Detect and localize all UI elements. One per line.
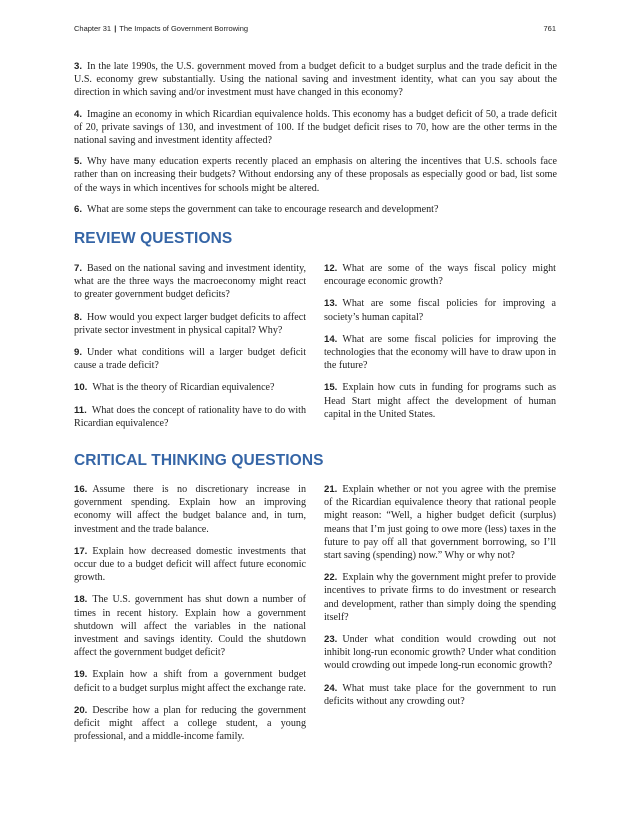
question-text: What are some steps the government can take to encourage research and development? — [87, 203, 439, 215]
question-number: 10. — [74, 382, 88, 394]
question-number: 8. — [74, 311, 83, 323]
running-header — [74, 24, 556, 38]
question-number: 5. — [74, 156, 83, 168]
question-text: How would you expect larger budget deficits to affect private sector investment in physical capital? Why? — [74, 311, 306, 336]
question-text: Under what conditions will a larger budget deficit cause a trade deficit? — [74, 347, 306, 372]
question-number: 18. — [74, 594, 88, 606]
header-separator: | — [114, 24, 117, 33]
question-number: 12. — [324, 263, 338, 274]
question-text: What are some fiscal policies for improving a society’s human capital? — [324, 298, 556, 323]
question-text: In the late 1990s, the U.S. government moved from a budget deficit to a budget surplus and the trade deficit in the U.S. economy grew substantially. Using the national saving and investment identity, what can you say about the direction in which saving and/or investment must have changed in this economy? — [74, 61, 557, 99]
question-item — [324, 571, 556, 624]
question-item — [74, 668, 306, 694]
question-number: 15. — [324, 382, 338, 394]
chapter-title: The Impacts of Government Borrowing — [119, 24, 249, 33]
critical-left-column — [74, 483, 306, 752]
question-text: Imagine an economy in which Ricardian equivalence holds. This economy has a budget deficit of 50, a trade deficit of 20, private savings of 130, and investment of 100. If the budget deficit rises to 70, how are the other terms in the national saving and investment identity affected? — [74, 108, 557, 147]
chapter-header — [74, 24, 248, 33]
question-item — [74, 60, 557, 100]
question-number: 16. — [74, 484, 88, 495]
question-text: Based on the national saving and investment identity, what are the three ways the macroeconomy might react to greater government budget deficits? — [74, 263, 306, 301]
critical-thinking-heading: CRITICAL THINKING QUESTIONS — [74, 452, 324, 469]
question-item — [74, 381, 306, 394]
question-text: Why have many education experts recently placed an emphasis on altering the incentives that U.S. schools face rather than on increasing their budgets? Without endorsing any of these proposals as especially good or bad, list some of the ways in which incentives for schools might be altered. — [74, 156, 557, 194]
question-text: What does the concept of rationality have to do with Ricardian equivalence? — [74, 404, 306, 429]
question-text: The U.S. government has shut down a number of times in recent history. Explain how a government shutdown will affect the variables in the national investment and savings identity. Could the shutdown affect the government budget deficit? — [74, 594, 306, 659]
question-number: 7. — [74, 263, 83, 274]
question-text: What is the theory of Ricardian equivalence? — [92, 382, 275, 394]
question-number: 22. — [324, 572, 338, 584]
question-item — [74, 203, 557, 216]
critical-right-column — [324, 483, 556, 717]
question-item — [74, 311, 306, 337]
question-text: Describe how a plan for reducing the government deficit might affect a college student, a young professional, and a middle-income family. — [74, 704, 306, 743]
chapter-label: Chapter 31 — [74, 24, 112, 33]
question-number: 17. — [74, 545, 88, 557]
question-item — [324, 381, 556, 421]
question-item — [74, 704, 306, 744]
review-questions-heading: REVIEW QUESTIONS — [74, 230, 233, 247]
question-item — [74, 404, 306, 430]
question-text: Explain why the government might prefer to provide incentives to private firms to do investment or research and development, rather than simply doing the spending itself? — [324, 572, 556, 623]
question-text: What are some fiscal policies for improving the technologies that the economy will have to draw upon in the future? — [324, 333, 556, 372]
question-number: 11. — [74, 404, 87, 416]
question-number: 19. — [74, 669, 88, 681]
question-text: Explain how decreased domestic investments that occur due to a budget deficit will affect future economic growth. — [74, 545, 306, 584]
question-item — [324, 483, 556, 562]
question-item — [324, 333, 556, 373]
question-number: 6. — [74, 203, 83, 215]
review-left-column — [74, 262, 306, 439]
question-item — [324, 633, 556, 673]
question-number: 9. — [74, 347, 83, 359]
question-text: Explain how a shift from a government budget deficit to a budget surplus might affect the exchange rate. — [74, 669, 306, 694]
question-item — [74, 483, 306, 536]
question-item — [74, 545, 306, 585]
question-number: 24. — [324, 682, 338, 694]
question-item — [74, 593, 306, 659]
question-number: 14. — [324, 333, 338, 345]
question-number: 20. — [74, 704, 88, 716]
question-number: 4. — [74, 108, 83, 120]
question-item — [324, 682, 556, 708]
question-number: 23. — [324, 634, 338, 646]
question-number: 21. — [324, 484, 338, 495]
question-item — [74, 108, 557, 148]
question-text: Explain how cuts in funding for programs such as Head Start might affect the development of human capital in the United States. — [324, 382, 556, 420]
question-text: Explain whether or not you agree with the premise of the Ricardian equivalence theory that rational people might reason: “Well, a higher budget deficit (surplus) means that I’m just going to owe more (less) taxes in the future to pay off all that government borrowing, so I’ll start saving (spending) now.” Why or why not? — [324, 484, 556, 562]
question-item — [74, 155, 557, 195]
question-text: Assume there is no discretionary increase in government spending. Explain how an improving economy will affect the budget balance and, in turn, investment and the trade balance. — [74, 484, 306, 535]
review-right-column — [324, 262, 556, 430]
continued-questions — [74, 60, 557, 224]
question-item — [74, 262, 306, 302]
question-number: 3. — [74, 61, 83, 72]
question-text: What are some of the ways fiscal policy might encourage economic growth? — [324, 263, 556, 288]
question-number: 13. — [324, 298, 338, 310]
question-item — [74, 346, 306, 372]
page-number: 761 — [543, 24, 556, 33]
question-item — [324, 262, 556, 288]
question-text: Under what condition would crowding out not inhibit long-run economic growth? Under what condition would crowding out impede long-run economic growth? — [324, 634, 556, 672]
question-item — [324, 297, 556, 323]
question-text: What must take place for the government to run deficits without any crowding out? — [324, 682, 556, 707]
